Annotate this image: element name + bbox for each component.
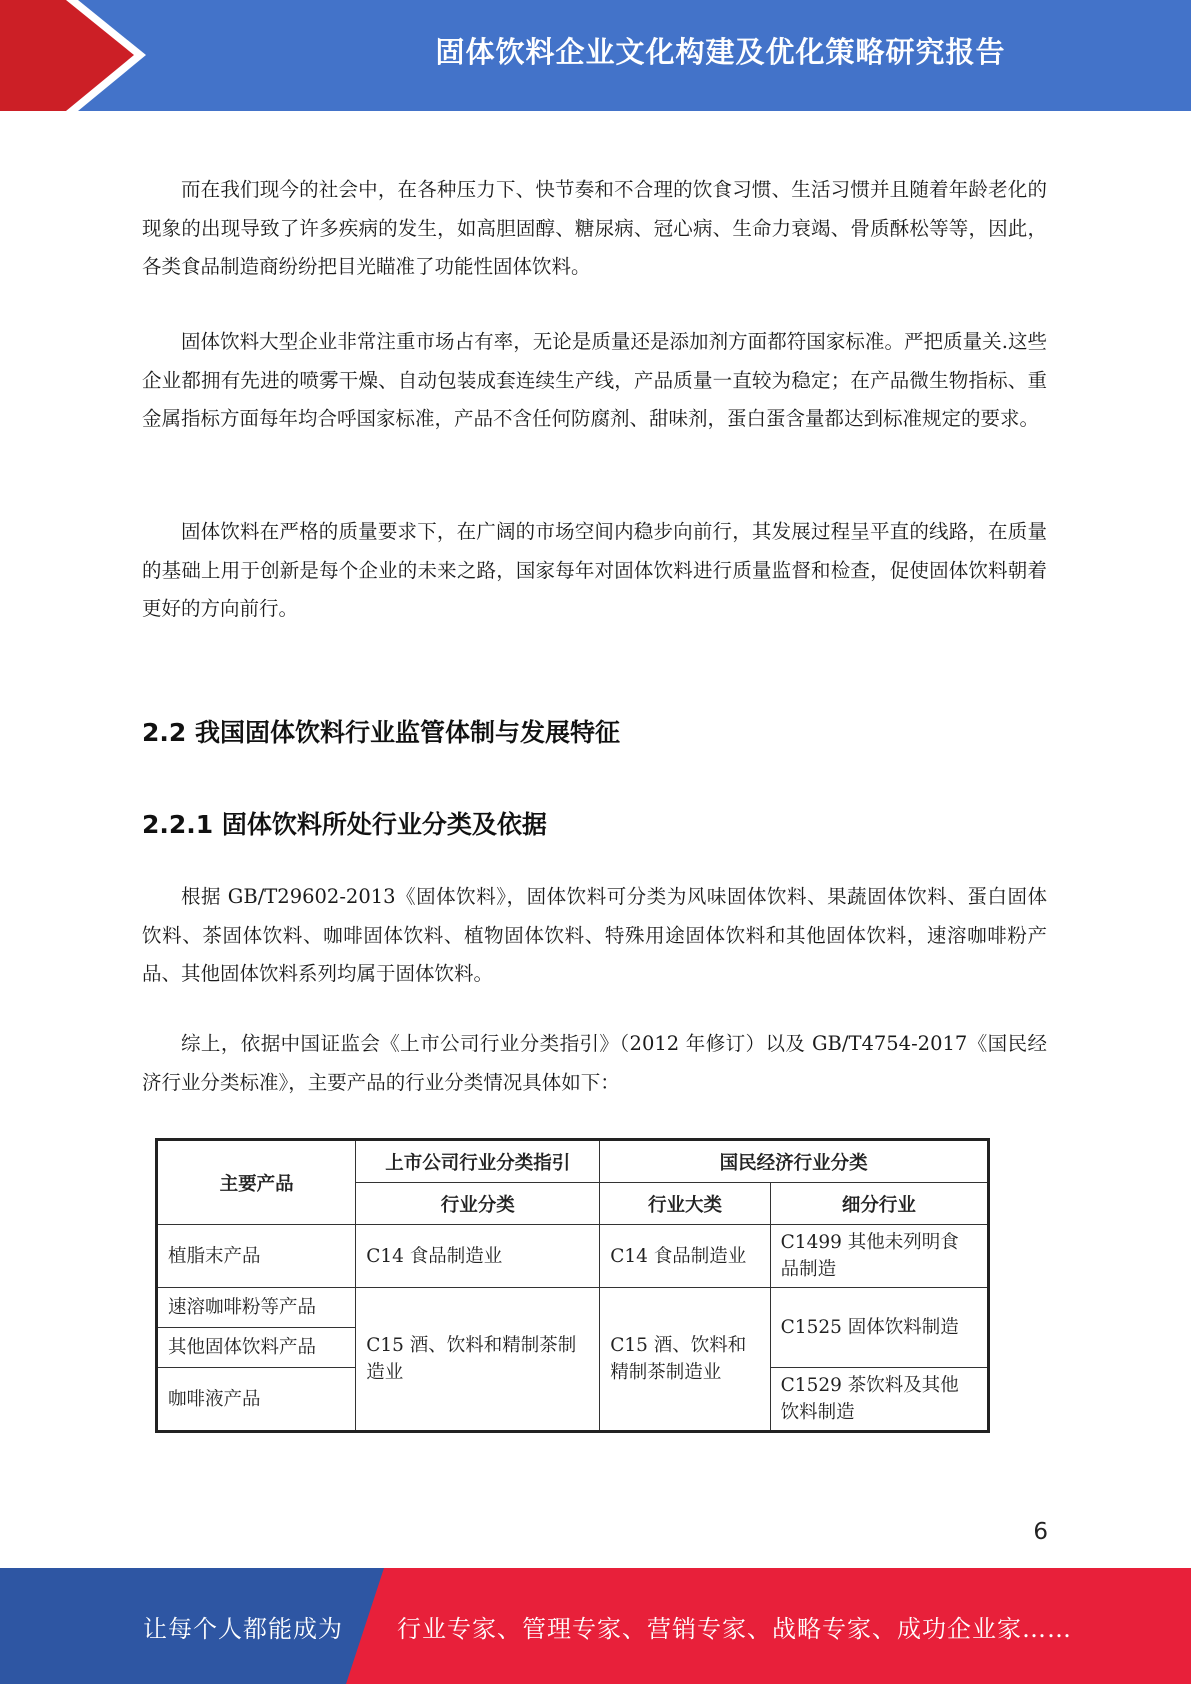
cell-product: 速溶咖啡粉等产品 [157,1288,356,1328]
cell-sub-class: C1529 茶饮料及其他饮料制造 [770,1368,988,1432]
page-header [0,0,1191,111]
header-main-product: 主要产品 [157,1140,356,1225]
footer-slogan-left: 让每个人都能成为 [143,1614,343,1643]
header-listed-company-guide: 上市公司行业分类指引 [356,1140,600,1183]
table-row [157,1225,989,1288]
industry-classification-table [155,1138,990,1433]
cell-listed-class: C14 食品制造业 [356,1225,600,1288]
cell-product: 其他固体饮料产品 [157,1328,356,1368]
header-industry-major: 行业大类 [600,1183,770,1225]
page-footer [0,1568,1191,1684]
cell-listed-class: C15 酒、饮料和精制茶制造业 [356,1288,600,1432]
header-national-economy: 国民经济行业分类 [600,1140,989,1183]
cell-major-class: C15 酒、饮料和精制茶制造业 [600,1288,770,1432]
cell-product: 植脂末产品 [157,1225,356,1288]
header-industry-sub: 细分行业 [770,1183,988,1225]
table-header-row [157,1140,989,1183]
paragraph-summary: 综上，依据中国证监会《上市公司行业分类指引》（2012 年修订）以及 GB/T4754-2017《国民经济行业分类标准》，主要产品的行业分类情况具体如下： [142,1032,1047,1094]
subsection-heading: 2.2.1 固体饮料所处行业分类及依据 [142,810,547,839]
table-row [157,1288,989,1328]
cell-sub-class: C1499 其他未列明食品制造 [770,1225,988,1288]
footer-slogan-right: 行业专家、管理专家、营销专家、战略专家、成功企业家…… [397,1614,1072,1643]
section-heading: 2.2 我国固体饮料行业监管体制与发展特征 [142,718,620,747]
paragraph-1: 而在我们现今的社会中，在各种压力下、快节奏和不合理的饮食习惯、生活习惯并且随着年龄老化的现象的出现导致了许多疾病的发生，如高胆固醇、糖尿病、冠心病、生命力衰竭、骨质酥松等等，因此，各类食品制造商纷纷把目光瞄准了功能性固体饮料。 [142,178,1047,278]
paragraph-2: 固体饮料大型企业非常注重市场占有率，无论是质量还是添加剂方面都符国家标准。严把质量关.这些企业都拥有先进的喷雾干燥、自动包装成套连续生产线，产品质量一直较为稳定；在产品微生物指标、重金属指标方面每年均合呼国家标准，产品不含任何防腐剂、甜味剂，蛋白蛋含量都达到标准规定的要求。 [142,330,1047,430]
cell-major-class: C14 食品制造业 [600,1225,770,1288]
header-title: 固体饮料企业文化构建及优化策略研究报告 [435,34,1006,69]
paragraph-3: 固体饮料在严格的质量要求下，在广阔的市场空间内稳步向前行，其发展过程呈平直的线路，在质量的基础上用于创新是每个企业的未来之路，国家每年对固体饮料进行质量监督和检查，促使固体饮料朝着更好的方向前行。 [142,520,1047,620]
header-industry-class: 行业分类 [356,1183,600,1225]
page-number: 6 [1033,1519,1048,1545]
paragraph-gb-classification: 根据 GB/T29602-2013《固体饮料》，固体饮料可分类为风味固体饮料、果蔬固体饮料、蛋白固体饮料、茶固体饮料、咖啡固体饮料、植物固体饮料、特殊用途固体饮料和其他固体饮料，速溶咖啡粉产品、其他固体饮料系列均属于固体饮料。 [142,885,1047,985]
cell-product: 咖啡液产品 [157,1368,356,1432]
cell-sub-class: C1525 固体饮料制造 [770,1288,988,1368]
